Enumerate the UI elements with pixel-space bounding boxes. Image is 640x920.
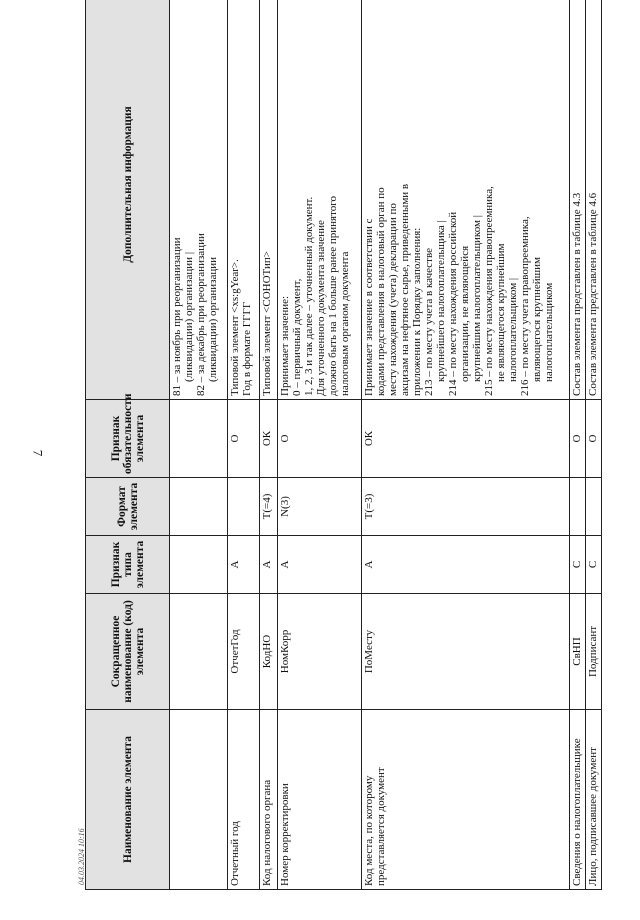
cell-format bbox=[228, 478, 260, 536]
cell-name: Сведения о налогоплательщике bbox=[570, 710, 586, 890]
info-line: крупнейшим налогоплательщиком | bbox=[471, 215, 483, 382]
cell-name: Код места, по которому представляется документ bbox=[362, 710, 570, 890]
table-row bbox=[570, 0, 586, 890]
cell-info bbox=[570, 0, 586, 400]
info-line: 0 – первичный документ, bbox=[291, 278, 303, 396]
cell-type: С bbox=[570, 536, 586, 594]
cell-info bbox=[170, 0, 228, 400]
cell-required: ОК bbox=[260, 400, 278, 478]
info-line: Для уточненного документа значение bbox=[315, 220, 327, 396]
info-line: налогоплательщиком | bbox=[507, 277, 519, 382]
cell-code: Подписант bbox=[586, 594, 602, 710]
cell-required: О bbox=[570, 400, 586, 478]
table-row bbox=[170, 0, 228, 890]
info-line: Принимает значение: bbox=[279, 295, 291, 396]
info-line: 82 – за декабрь при реорганизации bbox=[195, 233, 207, 396]
cell-required: О bbox=[228, 400, 260, 478]
table-row bbox=[228, 0, 260, 890]
info-line: 213 – по месту учета в качестве bbox=[423, 248, 435, 396]
cell-format: T(=4) bbox=[260, 478, 278, 536]
cell-required: О bbox=[278, 400, 362, 478]
info-line: 214 – по месту нахождения российской bbox=[447, 211, 459, 396]
cell-name bbox=[170, 710, 228, 890]
cell-info bbox=[278, 0, 362, 400]
cell-type: С bbox=[586, 536, 602, 594]
info-line: налоговым органом документа bbox=[339, 251, 351, 396]
cell-code: НомКорр bbox=[278, 594, 362, 710]
cell-required: О bbox=[586, 400, 602, 478]
info-line: 216 – по месту учета правопреемника, bbox=[519, 216, 531, 396]
info-line: кодами представления в налоговый орган по bbox=[375, 187, 387, 396]
cell-format: T(=3) bbox=[362, 478, 570, 536]
cell-name: Отчетный год bbox=[228, 710, 260, 890]
cell-format bbox=[586, 478, 602, 536]
header-element-code: Сокращенное наименование (код) элемента bbox=[86, 594, 170, 710]
info-line: являющегося крупнейшим bbox=[531, 257, 543, 382]
info-line: Состав элемента представлен в таблице 4.6 bbox=[587, 192, 599, 396]
cell-type: А bbox=[278, 536, 362, 594]
header-element-name: Наименование элемента bbox=[86, 710, 170, 890]
cell-type: А bbox=[260, 536, 278, 594]
header-additional-info: Дополнительная информация bbox=[86, 0, 170, 400]
info-line: (ликвидации) организации bbox=[207, 256, 219, 382]
info-line: месту нахождения (учета) декларации по bbox=[387, 203, 399, 396]
cell-info bbox=[228, 0, 260, 400]
table-row bbox=[362, 0, 570, 890]
cell-type: А bbox=[362, 536, 570, 594]
info-line: Типовой элемент <xs:gYear>. bbox=[229, 259, 241, 396]
info-line: (ликвидации) организации | bbox=[183, 251, 195, 382]
page-number: 7 bbox=[30, 449, 46, 457]
cell-required: ОК bbox=[362, 400, 570, 478]
cell-type bbox=[170, 536, 228, 594]
cell-code: СвНП bbox=[570, 594, 586, 710]
info-line: крупнейшего налогоплательщика | bbox=[435, 220, 447, 382]
cell-type: А bbox=[228, 536, 260, 594]
info-line: приложении к Порядку заполнения: bbox=[411, 227, 423, 396]
cell-name: Код налогового органа bbox=[260, 710, 278, 890]
header-element-required: Признак обязательности элемента bbox=[86, 400, 170, 478]
cell-code: ПоМесту bbox=[362, 594, 570, 710]
cell-info bbox=[260, 0, 278, 400]
info-line: организации, не являющейся bbox=[459, 245, 471, 382]
info-line: Год в формате ГГГГ bbox=[241, 301, 253, 396]
info-line: Типовой элемент <СОНОТип> bbox=[261, 251, 273, 396]
cell-required bbox=[170, 400, 228, 478]
cell-code: ОтчетГод bbox=[228, 594, 260, 710]
cell-code: КодНО bbox=[260, 594, 278, 710]
cell-name: Лицо, подписавшее документ bbox=[586, 710, 602, 890]
cell-info bbox=[586, 0, 602, 400]
cell-format bbox=[570, 478, 586, 536]
table-row bbox=[278, 0, 362, 890]
info-line: акцизам на нефтяное сырье, приведенными в bbox=[399, 183, 411, 396]
header-element-type: Признак типа элемента bbox=[86, 536, 170, 594]
elements-table-frame bbox=[85, 0, 599, 890]
cell-name: Номер корректировки bbox=[278, 710, 362, 890]
info-line: должно быть на 1 больше ранее принятого bbox=[327, 196, 339, 396]
info-line: Принимает значение в соответствии с bbox=[363, 218, 375, 396]
table-header-row bbox=[86, 0, 170, 890]
cell-info bbox=[362, 0, 570, 400]
info-line: Состав элемента представлен в таблице 4.3 bbox=[571, 192, 583, 396]
info-line: налогоплательщиком bbox=[543, 282, 555, 382]
info-line: не являющегося крупнейшим bbox=[495, 243, 507, 382]
stamp-date: 04.03.2024 10:16 bbox=[77, 828, 86, 885]
header-element-format: Формат элемента bbox=[86, 478, 170, 536]
cell-format bbox=[170, 478, 228, 536]
info-line: 1, 2, 3 и так далее – уточненный документ. bbox=[303, 196, 315, 396]
table-row bbox=[586, 0, 602, 890]
info-line: 215 – по месту нахождения правопреемника, bbox=[483, 186, 495, 396]
cell-format: N(3) bbox=[278, 478, 362, 536]
cell-code bbox=[170, 594, 228, 710]
table-row bbox=[260, 0, 278, 890]
elements-table bbox=[85, 0, 602, 890]
info-line: 81 – за ноябрь при реорганизации bbox=[171, 237, 183, 396]
